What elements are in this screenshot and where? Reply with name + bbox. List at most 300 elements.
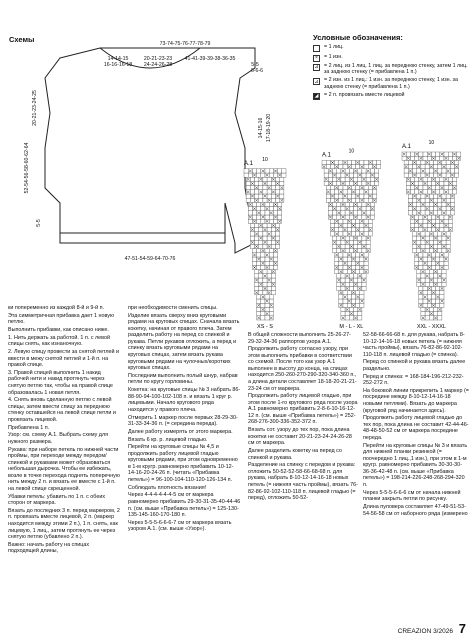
chart-cell [421,232,425,236]
chart-cell [436,265,440,269]
chart-cell [417,202,421,206]
chart-cell [431,295,435,299]
chart-cell [366,211,370,215]
chart-cell [410,219,414,223]
chart-cell [257,169,261,173]
chart-cell [343,299,347,303]
chart-cell [343,190,347,194]
chart-cell [448,177,452,181]
sweater-outline [45,48,255,253]
paragraph: 52-58-66-66-68 п. для рукава, набрать 8-10-12-14-16-18 новых петель (= нижняя часть проймы), вязать 76-82-86-92-102-110-118 п. лицевой гладью (= спинка). [363,332,465,358]
chart-cell [444,265,448,269]
dim-side2: 5-5 [251,62,259,68]
chart-cell [330,165,334,169]
chart-cell [261,303,265,307]
chart-cell [271,278,275,282]
chart-cell [347,257,351,261]
chart-cell [246,194,250,198]
chart-cell [337,169,341,173]
chart-cell [339,219,343,223]
chart-cell [410,186,414,190]
paragraph: На боковой линии прикрепить 1 маркер (= посредине между 8-10-12-14-16-18 новыми петлями). Вязать до маркера (круговой ряд начинается здесь). [363,387,469,414]
chart-cell [276,236,280,240]
chart-cell [248,207,252,211]
paragraph: Перед и спинка: = 168-184-196-212-232-252-272 п. [363,373,464,387]
chart-cell [425,169,429,173]
chart-cell [358,236,362,240]
chart-cell [337,240,341,244]
chart-cell [261,173,265,177]
chart-cell [345,316,349,320]
chart-cell [438,169,442,173]
chart-cell [438,316,442,320]
chart-cell [269,173,273,177]
chart-cell [278,215,282,219]
chart-cell [434,173,438,177]
chart-cell [410,152,414,156]
chart-cell [413,169,417,173]
chart-cell [343,198,347,202]
chart-cell [427,295,431,299]
chart-cell [351,261,355,265]
chart-cell [265,261,269,265]
chart-cell [417,240,421,244]
chart-cell [408,165,412,169]
chart-cell [421,160,425,164]
chart-cell [257,307,261,311]
chart-cell [444,186,448,190]
chart-cell [351,295,355,299]
chart-cell [263,236,267,240]
chart-cell [278,211,282,215]
chart-cell [255,190,259,194]
chart-cell [267,286,271,290]
chart-cell [255,181,259,185]
chart-cell [419,265,423,269]
chart-cell [244,169,248,173]
chart-cell [345,249,349,253]
chart-cell [354,286,358,290]
chart-cell [263,244,267,248]
chart-cell [328,207,332,211]
chart-cell [370,215,374,219]
chart-cell [250,198,254,202]
chart-cell [263,278,267,282]
chart-cell [442,173,446,177]
chart-cell [442,282,446,286]
chart-cell [257,249,261,253]
chart-cell [410,177,414,181]
chart-cell [343,223,347,227]
paragraph: Убавки петель: убавить по 1 п. с обеих сторон от маркера. [8,493,106,507]
chart-cell [347,160,351,164]
chart-cell [276,177,280,181]
chart-cell [257,215,261,219]
chart-cell [337,173,341,177]
chart-cell [364,232,368,236]
dim-bottom: 47-51-54-59-64-70-76 [124,256,176,262]
chart-cell [446,194,450,198]
paragraph: Далее разделить кокетку на перед со спинкой и рукава. [248,448,342,461]
chart-cell [259,240,263,244]
chart-cell [413,249,417,253]
chart-cell [366,244,370,248]
chart-cell [436,299,440,303]
chart-cell [410,190,414,194]
chart-cell [349,173,353,177]
chart-cell [362,286,366,290]
chart-cell [255,236,259,240]
chart-cell [343,257,347,261]
chart-cell [431,186,435,190]
chart-cell [257,219,261,223]
chart-cell [333,177,337,181]
chart-cell [345,181,349,185]
chart-cell [440,223,444,227]
chart-cell [362,249,366,253]
paragraph: Соблюдать плотность вязания! [128,484,207,491]
chart-cell [440,215,444,219]
paragraph: Длина пуловера составляет 47-49-51-53-54-56-58 см от наборного ряда (измерено [363,503,468,517]
chart-cell [341,207,345,211]
chart-cell [438,198,442,202]
chart-cell [345,177,349,181]
paragraph: Эта симметричная прибавка дает 1 новую петлю. [8,312,115,326]
chart-cell [246,181,250,185]
chart-cell [362,240,366,244]
chart-cell [419,299,423,303]
chart-cell [434,232,438,236]
chart-cell [341,307,345,311]
chart-cell [362,236,366,240]
chart-cell [419,253,423,257]
chart-cell [408,207,412,211]
chart-cell [330,190,334,194]
chart-cell [423,219,427,223]
chart-cell [425,282,429,286]
chart-cell [358,202,362,206]
chart-cell [354,274,358,278]
chart-cell [343,219,347,223]
chart-cell [343,253,347,257]
chart-cell [339,232,343,236]
chart-cell [413,211,417,215]
chart-cell [421,211,425,215]
chart-cell [442,249,446,253]
text-column-3 [248,332,358,503]
chart-cell [429,160,433,164]
chart-cell [362,215,366,219]
chart-cell [446,207,450,211]
chart-cell [335,194,339,198]
chart-cell [339,194,343,198]
chart-cell [263,190,267,194]
paragraph: Продолжить работу лицевой гладью, при этом после 1-го кругового ряда после узора А.1 равномерно прибавить 2-8-6-10-16-12-12 п. (см. выше «Прибавка петель») = 252-268-276-300-336-352-372 п. [248,393,358,426]
chart-cell [448,186,452,190]
chart-cell [434,307,438,311]
chart-cell [438,312,442,316]
chart-cell [267,270,271,274]
chart-cell [269,265,273,269]
chart-cell [358,215,362,219]
chart-cell [252,169,256,173]
chart-cell [341,211,345,215]
chart-cell [406,152,410,156]
chart-cell [436,303,440,307]
chart-cell [335,160,339,164]
chart-cell [362,202,366,206]
chart-cell [339,265,343,269]
chart-cell [326,194,330,198]
chart-cell [444,181,448,185]
chart-cell [362,181,366,185]
chart-cell [356,165,360,169]
chart-cell [280,177,284,181]
paragraph: Через 5-5-5-6-6-6-7 см от маркера вязать узором А.1. (см. выше «Узор»). [128,519,232,533]
chart-cell [273,253,277,257]
chart-cell [333,202,337,206]
chart-cell [252,257,256,261]
footer [398,621,466,636]
dim-right2: 17-18-19-20 [266,113,272,143]
paragraph: Кокетка: на круговые спицы № 3 набрать 86-88-90-94-100-102-108 п. и вязать 1 круг р. лицевыми. Начало кругового ряда находится у правого плеча. [128,387,241,413]
chart-cell [273,257,277,261]
chart-cell [421,165,425,169]
chart-cell [423,257,427,261]
chart-cell [265,215,269,219]
paragraph: Продолжить работу согласно узору, при этом выполнить прибавки в соответствии со схемой. После того как узор А.1 выполнен в высоту до конца, на спицах находится 250-260-270-290-320-340-360 п., а длина детали составляет 18-18-20-21-21-23-24 см от маркера. [248,346,357,392]
chart-cell [404,173,408,177]
chart-cell [345,169,349,173]
paragraph: Вязать до последних 3 п. перед маркером, 2 п. провязать вместе лицевой, 2 п. (маркер находится между этими 2 п.), 1 п. снять, как лицевую, 1 лиц., затем протянуть ее через снятую петлю (убавлено 2 п.). [8,507,120,541]
dim-top: 73-74-75-76-77-78-79 [159,41,211,47]
chart-cell [440,291,444,295]
chart-cell [413,232,417,236]
chart-cell [252,249,256,253]
chart-cell [265,249,269,253]
chart-cell [356,299,360,303]
chart-cell [440,261,444,265]
chart-cell [440,181,444,185]
chart-cell [427,177,431,181]
chart-cell [360,194,364,198]
chart-cell [276,186,280,190]
chart-cell [415,223,419,227]
chart-cell [267,240,271,244]
chart-cell [341,177,345,181]
chart-cell [252,211,256,215]
chart-cell [351,160,355,164]
dim-side3: 6-6-6 [250,68,264,74]
chart-cell [434,194,438,198]
legend-text: = 2 изн. из 1 лиц.: 1 изн. за переднюю стенку, 1 изн. за заднюю стенку (= прибавлена 1 п.) [324,77,458,90]
legend-item [313,54,468,62]
chart-cell [351,228,355,232]
paragraph: Перейти на круговые спицы № 4,5 и продолжить работу лицевой гладью круговыми рядами, при этом одновременно в 1-м кругр. равномерно прибавить 10-12-14-16-20-24-26 п. (читать «Прибавка петель») = 96-100-104-110-120-126-134 п. [128,444,238,483]
chart-cell [261,265,265,269]
chart-cell [257,261,261,265]
chart-cell [358,278,362,282]
chart-cell [341,173,345,177]
chart-cell [339,299,343,303]
chart-cell [356,265,360,269]
chart-cell [349,282,353,286]
chart-cell [356,232,360,236]
chart-cell [438,165,442,169]
chart-cell [429,202,433,206]
chart-cell [421,207,425,211]
chart-cell [444,215,448,219]
chart-cell [427,291,431,295]
magazine-name: CREAZION 3/2026 [397,628,453,635]
chart-cell [423,190,427,194]
chart-cell [450,169,454,173]
chart-cell [267,177,271,181]
chart-cell [255,223,259,227]
chart-cell [375,181,379,185]
chart-cell [257,207,261,211]
chart-cell [267,228,271,232]
chart-cell [335,270,339,274]
chart-cell [322,160,326,164]
legend-item [313,92,468,100]
chart-cell [269,202,273,206]
chart-cell [276,190,280,194]
chart-cell [337,207,341,211]
chart-cell [444,228,448,232]
chart-cell [326,160,330,164]
chart-cell [425,244,429,248]
chart-cell [448,190,452,194]
chart-cell [343,232,347,236]
chart-cell [271,186,275,190]
chart-cell [354,240,358,244]
chart-cell [429,307,433,311]
chart-cell [250,244,254,248]
chart-cell [452,190,456,194]
chart-cell [265,169,269,173]
chart-cell [271,240,275,244]
dim-cuff: 5-5 [36,219,42,227]
chart-cell [273,219,277,223]
chart-cell [419,181,423,185]
chart-cell [415,228,419,232]
chart-cell [427,215,431,219]
chart-cell [255,270,259,274]
paragraph: ки попеременно из каждой 8-й и 9-й п. [8,305,105,311]
chart-cell [351,219,355,223]
chart-cell [436,253,440,257]
chart-cell [333,244,337,248]
chart-cell [259,291,263,295]
chart-cell [257,253,261,257]
chart-cell [427,223,431,227]
chart-cell [261,207,265,211]
chart-cell [434,312,438,316]
paragraph: Продолжить работу лицевой гладью до тех пор, пока длина не составит 42-44-46-48-48-50-52 см от маркера посредине переда. [363,415,469,441]
chart-cell [248,173,252,177]
chart-cell [429,236,433,240]
chart-cell [370,177,374,181]
chart-label-a1: A.1 [244,160,254,167]
chart-cell [446,165,450,169]
chart-cell [269,215,273,219]
chart-cell [280,190,284,194]
chart-cell [341,274,345,278]
chart-cell [351,198,355,202]
chart-cell [431,253,435,257]
paragraph: Вязать сот. узору до тех пор, пока длина кокетки не составит 20-21-23-24-24-26-28 см от маркера. [248,427,352,447]
chart-cell [255,194,259,198]
chart-cell [261,299,265,303]
chart-size-label: XS - S [257,324,273,330]
chart-cell [425,236,429,240]
chart-cell [440,177,444,181]
chart-cell [278,202,282,206]
chart-cell [345,211,349,215]
chart-cell [423,186,427,190]
legend-text: = 2 п. провязать вместе лицевой [324,91,405,98]
chart-cell [263,282,267,286]
chart-cell [349,307,353,311]
chart-cell [438,278,442,282]
chart-cell [431,265,435,269]
chart-label-a1: A.1 [402,144,412,150]
chart-cell [339,198,343,202]
chart-cell [273,207,277,211]
chart-cell [417,194,421,198]
chart-cell [267,282,271,286]
paragraph: Вязать 6 кр. р. лицевой гладью. [128,436,208,443]
chart-cell [438,249,442,253]
chart-cell [261,219,265,223]
chart-cell [273,265,277,269]
chart-cell [267,181,271,185]
chart-cell [368,198,372,202]
chart-cell [440,156,444,160]
chart-cell [360,228,364,232]
chart-cell [419,186,423,190]
chart-cell [276,198,280,202]
chart-cell [438,232,442,236]
chart-cell [269,307,273,311]
chart-cell [442,240,446,244]
chart-cell [259,244,263,248]
chart-cell [415,190,419,194]
chart-cell [364,253,368,257]
chart-cell [429,240,433,244]
chart-cell [358,316,362,320]
chart-cell [429,207,433,211]
chart-cell [265,257,269,261]
chart-cell [339,295,343,299]
chart-cell [450,165,454,169]
chart-cell [406,186,410,190]
chart-cell [415,261,419,265]
chart-cell [269,169,273,173]
chart-cell [326,165,330,169]
chart-cell [250,190,254,194]
chart-cell [421,274,425,278]
chart-size-label: XXL - XXXL [416,324,446,330]
chart-cell [427,190,431,194]
chart-cell [360,270,364,274]
chart-cell [419,215,423,219]
chart-cell [271,181,275,185]
chart-cell [345,215,349,219]
chart-cell [273,211,277,215]
chart-cell [442,194,446,198]
